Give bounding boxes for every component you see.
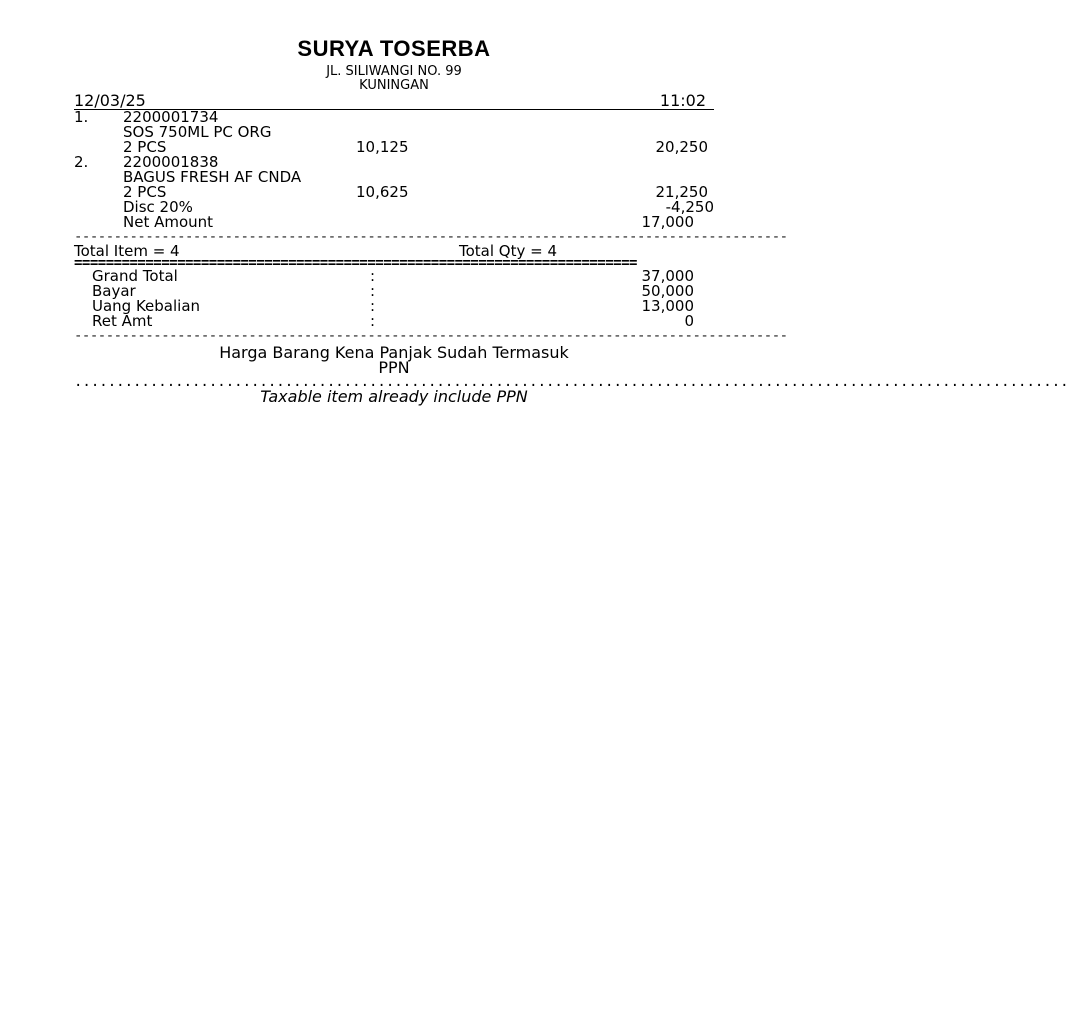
colon: : xyxy=(370,267,376,285)
receipt-date: 12/03/25 xyxy=(74,91,146,110)
dash-separator: ------------------------------------------------------------------------------------------ xyxy=(74,328,788,344)
ret-amt-value: 0 xyxy=(684,312,694,330)
store-address-line2: KUNINGAN xyxy=(359,78,429,93)
bayar-value: 50,000 xyxy=(641,282,694,300)
change-row xyxy=(74,299,714,314)
net-amount-value: 17,000 xyxy=(641,213,694,231)
item-amount: 21,250 xyxy=(655,183,708,201)
item-price: 10,625 xyxy=(356,183,409,201)
receipt xyxy=(74,34,1069,406)
grand-total-label: Grand Total xyxy=(92,267,178,285)
dash-separator: ------------------------------------------------------------------------------------------ xyxy=(74,229,788,245)
store-address-line1: JL. SILIWANGI NO. 99 xyxy=(326,64,462,79)
item-code: 2200001734 xyxy=(123,108,219,126)
colon: : xyxy=(370,297,376,315)
ret-amt-label: Ret Amt xyxy=(92,312,153,330)
net-amount-label: Net Amount xyxy=(123,213,214,231)
tax-note-line2: PPN xyxy=(378,358,410,377)
item-qty: 2 PCS xyxy=(123,183,167,201)
item-name: BAGUS FRESH AF CNDA xyxy=(123,168,302,186)
double-separator: ======================================================================= xyxy=(74,255,637,271)
dot-separator: ...................................................................................................................... xyxy=(74,374,1069,390)
colon: : xyxy=(370,282,376,300)
change-label: Uang Kebalian xyxy=(92,297,201,315)
item-code: 2200001838 xyxy=(123,153,219,171)
discount-label: Disc 20% xyxy=(123,198,193,216)
item-qty: 2 PCS xyxy=(123,138,167,156)
item-number: 1. xyxy=(74,108,89,126)
total-qty: Total Qty = 4 xyxy=(459,242,558,260)
receipt-time: 11:02 xyxy=(659,91,706,110)
bayar-label: Bayar xyxy=(92,282,136,300)
grand-total-row xyxy=(74,269,714,284)
tax-note-line1: Harga Barang Kena Panjak Sudah Termasuk xyxy=(219,343,569,362)
colon: : xyxy=(370,312,376,330)
discount-amount: -4,250 xyxy=(665,198,714,216)
store-name: SURYA TOSERBA xyxy=(297,36,491,61)
grand-total-value: 37,000 xyxy=(641,267,694,285)
item-name: SOS 750ML PC ORG xyxy=(123,123,272,141)
tax-note-english: Taxable item already include PPN xyxy=(260,387,528,406)
item-amount: 20,250 xyxy=(655,138,708,156)
ret-amt-row xyxy=(74,314,714,329)
item-number: 2. xyxy=(74,153,89,171)
total-item: Total Item = 4 xyxy=(74,242,180,260)
item-net-row xyxy=(74,215,714,230)
totals-row xyxy=(74,244,714,259)
item-price: 10,125 xyxy=(356,138,409,156)
change-value: 13,000 xyxy=(641,297,694,315)
